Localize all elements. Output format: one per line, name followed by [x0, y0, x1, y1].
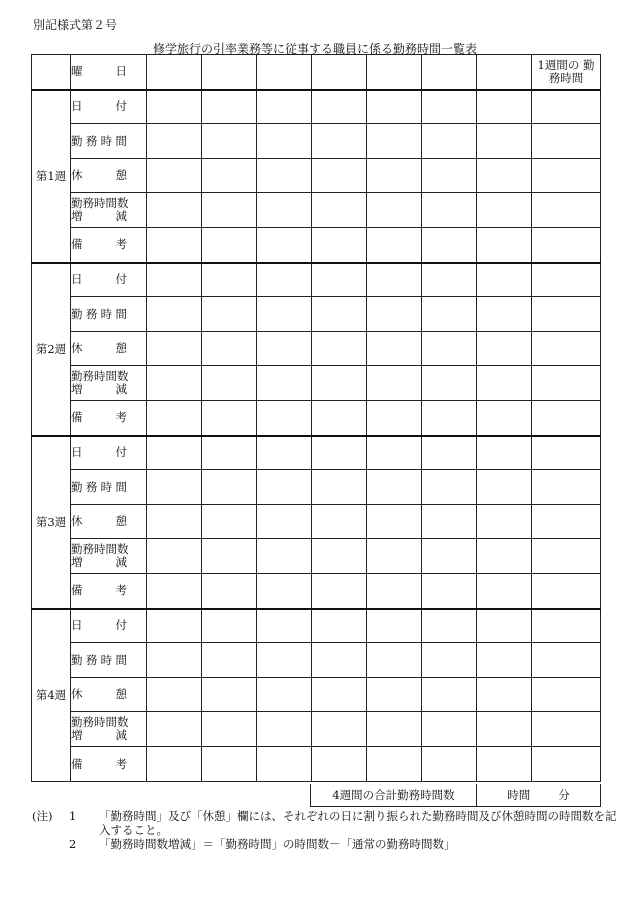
entry-cell[interactable] — [367, 297, 422, 332]
entry-cell[interactable] — [312, 297, 367, 332]
entry-cell[interactable] — [477, 609, 532, 643]
char: 減 — [115, 728, 127, 742]
entry-cell[interactable] — [367, 436, 422, 470]
entry-cell[interactable] — [257, 643, 312, 678]
entry-cell[interactable] — [202, 366, 257, 401]
entry-cell[interactable] — [202, 193, 257, 228]
week-total-cell[interactable] — [532, 193, 601, 228]
note-number: 1 — [69, 809, 77, 823]
week-row — [32, 297, 601, 332]
adjust-line1: 勤務時間数 — [71, 542, 129, 556]
char: 付 — [115, 99, 127, 114]
week-label: 第4週 — [32, 609, 71, 782]
entry-cell[interactable] — [257, 505, 312, 539]
entry-cell[interactable] — [312, 712, 367, 747]
entry-cell[interactable] — [202, 574, 257, 609]
char: 休 — [71, 341, 83, 355]
entry-cell[interactable] — [422, 643, 477, 678]
row-label-adjust — [71, 193, 147, 228]
char: 日 — [71, 618, 83, 633]
row-label-work-hours — [71, 124, 147, 159]
char: 時 — [100, 306, 113, 321]
week-label: 第3週 — [32, 436, 71, 609]
row-label-date — [71, 90, 147, 124]
entry-cell[interactable] — [257, 332, 312, 366]
row-label-date — [71, 436, 147, 470]
entry-cell[interactable] — [367, 470, 422, 505]
row-label-work-hours — [71, 297, 147, 332]
entry-cell[interactable] — [312, 609, 367, 643]
entry-cell[interactable] — [367, 747, 422, 782]
entry-cell[interactable] — [202, 124, 257, 159]
entry-cell[interactable] — [312, 643, 367, 678]
entry-cell[interactable] — [202, 747, 257, 782]
entry-cell[interactable] — [477, 470, 532, 505]
week-row — [32, 505, 601, 539]
entry-cell[interactable] — [312, 124, 367, 159]
entry-cell[interactable] — [422, 574, 477, 609]
entry-cell[interactable] — [422, 263, 477, 297]
row-label-work-hours — [71, 643, 147, 678]
entry-cell[interactable] — [422, 193, 477, 228]
day-cell[interactable] — [477, 55, 532, 90]
entry-cell[interactable] — [147, 436, 202, 470]
row-label-remarks — [71, 574, 147, 609]
week-total-cell[interactable] — [532, 712, 601, 747]
week-row — [32, 678, 601, 712]
entry-cell[interactable] — [147, 297, 202, 332]
entry-cell[interactable] — [257, 712, 312, 747]
page-title: 修学旅行の引率業務等に従事する職員に係る勤務時間一覧表 — [152, 42, 477, 56]
char: 日 — [71, 99, 83, 114]
char: 勤 — [71, 306, 83, 321]
week-row — [32, 747, 601, 782]
row-label-adjust — [71, 539, 147, 574]
entry-cell[interactable] — [257, 747, 312, 782]
char: 減 — [115, 209, 127, 223]
entry-cell[interactable] — [477, 505, 532, 539]
entry-cell[interactable] — [422, 436, 477, 470]
entry-cell[interactable] — [257, 90, 312, 124]
total-value[interactable] — [477, 784, 600, 806]
row-label-adjust — [71, 712, 147, 747]
entry-cell[interactable] — [257, 470, 312, 505]
entry-cell[interactable] — [477, 401, 532, 436]
entry-cell[interactable] — [367, 263, 422, 297]
row-label-work-hours — [71, 470, 147, 505]
entry-cell[interactable] — [202, 539, 257, 574]
week-total-cell[interactable] — [532, 124, 601, 159]
week-row — [32, 436, 601, 470]
entry-cell[interactable] — [312, 263, 367, 297]
youbi-char: 日 — [115, 64, 127, 79]
entry-cell[interactable] — [147, 159, 202, 193]
entry-cell[interactable] — [312, 574, 367, 609]
entry-cell[interactable] — [202, 297, 257, 332]
entry-cell[interactable] — [477, 263, 532, 297]
entry-cell[interactable] — [257, 366, 312, 401]
schedule-table — [31, 54, 601, 782]
week-total-cell[interactable] — [532, 297, 601, 332]
entry-cell[interactable] — [367, 609, 422, 643]
notes-mark: (注) — [32, 809, 53, 823]
week-total-cell[interactable] — [532, 332, 601, 366]
entry-cell[interactable] — [312, 193, 367, 228]
char: 減 — [115, 382, 127, 396]
total-label: 4週間の合計勤務時間数 — [311, 784, 477, 806]
entry-cell[interactable] — [202, 609, 257, 643]
entry-cell[interactable] — [367, 90, 422, 124]
entry-cell[interactable] — [147, 470, 202, 505]
week-row — [32, 609, 601, 643]
entry-cell[interactable] — [367, 124, 422, 159]
entry-cell[interactable] — [422, 609, 477, 643]
entry-cell[interactable] — [312, 470, 367, 505]
row-label-remarks — [71, 747, 147, 782]
week-row — [32, 643, 601, 678]
entry-cell[interactable] — [202, 228, 257, 263]
entry-cell[interactable] — [147, 712, 202, 747]
char: 務 — [85, 133, 98, 148]
week-label: 第2週 — [32, 263, 71, 436]
week-total-cell[interactable] — [532, 90, 601, 124]
week-label: 第1週 — [32, 90, 71, 263]
entry-cell[interactable] — [147, 366, 202, 401]
char: 増 — [71, 209, 83, 223]
char: 付 — [115, 272, 127, 287]
youbi-char: 曜 — [71, 64, 83, 79]
char: 備 — [71, 237, 83, 252]
notes — [32, 809, 627, 851]
week-row — [32, 712, 601, 747]
row-label-rest — [71, 678, 147, 712]
char: 間 — [115, 479, 127, 494]
note-text: 「勤務時間」及び「休憩」欄には、それぞれの日に割り振られた勤務時間及び休憩時間の時間数を記入すること。 — [99, 809, 617, 837]
week-total-cell[interactable] — [532, 159, 601, 193]
entry-cell[interactable] — [312, 539, 367, 574]
entry-cell[interactable] — [147, 90, 202, 124]
entry-cell[interactable] — [477, 712, 532, 747]
entry-cell[interactable] — [312, 747, 367, 782]
entry-cell[interactable] — [147, 678, 202, 712]
entry-cell[interactable] — [147, 574, 202, 609]
char: 時 — [100, 652, 113, 667]
entry-cell[interactable] — [367, 643, 422, 678]
char: 休 — [71, 687, 83, 701]
entry-cell[interactable] — [147, 609, 202, 643]
entry-cell[interactable] — [312, 332, 367, 366]
entry-cell[interactable] — [257, 539, 312, 574]
char: 勤 — [71, 133, 83, 148]
day-cell[interactable] — [312, 55, 367, 90]
form-id: 別記様式第２号 — [33, 18, 118, 32]
entry-cell[interactable] — [312, 678, 367, 712]
week-total-cell[interactable] — [532, 366, 601, 401]
note-number: 2 — [69, 837, 77, 851]
char: 日 — [71, 272, 83, 287]
entry-cell[interactable] — [147, 747, 202, 782]
char: 時 — [100, 479, 113, 494]
char: 考 — [115, 410, 127, 425]
row-label-rest — [71, 505, 147, 539]
entry-cell[interactable] — [257, 609, 312, 643]
entry-cell[interactable] — [477, 366, 532, 401]
day-cell[interactable] — [202, 55, 257, 90]
corner-cell — [32, 55, 71, 90]
entry-cell[interactable] — [367, 401, 422, 436]
adjust-line1: 勤務時間数 — [71, 715, 129, 729]
entry-cell[interactable] — [477, 539, 532, 574]
char: 間 — [115, 306, 127, 321]
entry-cell[interactable] — [257, 297, 312, 332]
entry-cell[interactable] — [422, 297, 477, 332]
entry-cell[interactable] — [202, 401, 257, 436]
char: 休 — [71, 514, 83, 528]
week-total-cell[interactable] — [532, 401, 601, 436]
entry-cell[interactable] — [257, 574, 312, 609]
char: 間 — [115, 133, 127, 148]
entry-cell[interactable] — [422, 90, 477, 124]
day-cell[interactable] — [257, 55, 312, 90]
adjust-line1: 勤務時間数 — [71, 196, 129, 210]
week-total-cell[interactable] — [532, 539, 601, 574]
entry-cell[interactable] — [202, 643, 257, 678]
entry-cell[interactable] — [422, 332, 477, 366]
week-row — [32, 539, 601, 574]
char: 務 — [85, 306, 98, 321]
entry-cell[interactable] — [422, 747, 477, 782]
entry-cell[interactable] — [477, 124, 532, 159]
char: 務 — [85, 479, 98, 494]
entry-cell[interactable] — [147, 228, 202, 263]
week-total-cell[interactable] — [532, 505, 601, 539]
entry-cell[interactable] — [422, 505, 477, 539]
week-total-cell[interactable] — [532, 643, 601, 678]
entry-cell[interactable] — [312, 401, 367, 436]
char: 務 — [85, 652, 98, 667]
entry-cell[interactable] — [477, 193, 532, 228]
row-label-rest — [71, 159, 147, 193]
week-row — [32, 263, 601, 297]
entry-cell[interactable] — [367, 193, 422, 228]
entry-cell[interactable] — [257, 193, 312, 228]
char: 考 — [115, 237, 127, 252]
entry-cell[interactable] — [147, 193, 202, 228]
week-row — [32, 193, 601, 228]
char: 考 — [115, 583, 127, 598]
entry-cell[interactable] — [477, 332, 532, 366]
day-cell[interactable] — [147, 55, 202, 90]
week-row — [32, 470, 601, 505]
entry-cell[interactable] — [202, 470, 257, 505]
entry-cell[interactable] — [367, 539, 422, 574]
entry-cell[interactable] — [257, 263, 312, 297]
youbi-header — [71, 55, 147, 90]
week-row — [32, 228, 601, 263]
entry-cell[interactable] — [477, 643, 532, 678]
char: 時 — [100, 133, 113, 148]
char: 付 — [115, 618, 127, 633]
entry-cell[interactable] — [422, 470, 477, 505]
entry-cell[interactable] — [312, 505, 367, 539]
week-row — [32, 90, 601, 124]
entry-cell[interactable] — [147, 124, 202, 159]
entry-cell[interactable] — [312, 159, 367, 193]
entry-cell[interactable] — [147, 401, 202, 436]
entry-cell[interactable] — [202, 159, 257, 193]
week-total-cell[interactable] — [532, 470, 601, 505]
entry-cell[interactable] — [367, 159, 422, 193]
char: 間 — [115, 652, 127, 667]
adjust-line1: 勤務時間数 — [71, 369, 129, 383]
entry-cell[interactable] — [422, 539, 477, 574]
week-row — [32, 574, 601, 609]
entry-cell[interactable] — [367, 574, 422, 609]
entry-cell[interactable] — [202, 332, 257, 366]
week-row — [32, 401, 601, 436]
entry-cell[interactable] — [367, 332, 422, 366]
entry-cell[interactable] — [202, 436, 257, 470]
char: 憩 — [115, 514, 127, 528]
char: 勤 — [71, 652, 83, 667]
char: 憩 — [115, 687, 127, 701]
char: 増 — [71, 382, 83, 396]
week-total-cell[interactable] — [532, 609, 601, 643]
week-row — [32, 124, 601, 159]
row-label-adjust — [71, 366, 147, 401]
char: 増 — [71, 555, 83, 569]
char: 備 — [71, 756, 83, 771]
entry-cell[interactable] — [422, 401, 477, 436]
row-label-remarks — [71, 228, 147, 263]
day-cell[interactable] — [367, 55, 422, 90]
entry-cell[interactable] — [477, 297, 532, 332]
entry-cell[interactable] — [477, 678, 532, 712]
entry-cell[interactable] — [312, 436, 367, 470]
entry-cell[interactable] — [257, 159, 312, 193]
entry-cell[interactable] — [202, 712, 257, 747]
entry-cell[interactable] — [422, 228, 477, 263]
week-total-header: 1週間の 勤務時間 — [532, 55, 601, 90]
entry-cell[interactable] — [422, 159, 477, 193]
char: 減 — [115, 555, 127, 569]
entry-cell[interactable] — [477, 436, 532, 470]
four-week-total — [310, 784, 601, 807]
hours-unit: 時間 — [507, 788, 531, 802]
char: 備 — [71, 583, 83, 598]
entry-cell[interactable] — [367, 678, 422, 712]
week-total-cell[interactable] — [532, 747, 601, 782]
week-row — [32, 159, 601, 193]
header-row — [32, 55, 601, 90]
char: 考 — [115, 756, 127, 771]
row-label-remarks — [71, 401, 147, 436]
entry-cell[interactable] — [147, 505, 202, 539]
week-total-cell[interactable] — [532, 678, 601, 712]
entry-cell[interactable] — [202, 90, 257, 124]
entry-cell[interactable] — [477, 228, 532, 263]
week-total-cell[interactable] — [532, 574, 601, 609]
char: 憩 — [115, 168, 127, 182]
week-row — [32, 366, 601, 401]
entry-cell[interactable] — [147, 332, 202, 366]
entry-cell[interactable] — [147, 263, 202, 297]
entry-cell[interactable] — [422, 712, 477, 747]
entry-cell[interactable] — [367, 366, 422, 401]
entry-cell[interactable] — [257, 678, 312, 712]
week-total-cell[interactable] — [532, 436, 601, 470]
day-cell[interactable] — [422, 55, 477, 90]
entry-cell[interactable] — [477, 159, 532, 193]
entry-cell[interactable] — [202, 263, 257, 297]
entry-cell[interactable] — [312, 90, 367, 124]
entry-cell[interactable] — [367, 505, 422, 539]
entry-cell[interactable] — [312, 228, 367, 263]
entry-cell[interactable] — [147, 643, 202, 678]
entry-cell[interactable] — [477, 747, 532, 782]
week-total-cell[interactable] — [532, 263, 601, 297]
entry-cell[interactable] — [257, 228, 312, 263]
entry-cell[interactable] — [257, 401, 312, 436]
row-label-date — [71, 263, 147, 297]
week-total-cell[interactable] — [532, 228, 601, 263]
char: 休 — [71, 168, 83, 182]
week-row — [32, 332, 601, 366]
entry-cell[interactable] — [202, 678, 257, 712]
entry-cell[interactable] — [312, 366, 367, 401]
entry-cell[interactable] — [477, 90, 532, 124]
row-label-rest — [71, 332, 147, 366]
row-label-date — [71, 609, 147, 643]
entry-cell[interactable] — [477, 574, 532, 609]
entry-cell[interactable] — [257, 436, 312, 470]
minutes-unit: 分 — [558, 788, 570, 802]
entry-cell[interactable] — [257, 124, 312, 159]
char: 増 — [71, 728, 83, 742]
entry-cell[interactable] — [422, 678, 477, 712]
char: 日 — [71, 445, 83, 460]
entry-cell[interactable] — [367, 228, 422, 263]
char: 付 — [115, 445, 127, 460]
entry-cell[interactable] — [147, 539, 202, 574]
char: 勤 — [71, 479, 83, 494]
char: 備 — [71, 410, 83, 425]
entry-cell[interactable] — [422, 366, 477, 401]
char: 憩 — [115, 341, 127, 355]
entry-cell[interactable] — [202, 505, 257, 539]
entry-cell[interactable] — [367, 712, 422, 747]
note-text: 「勤務時間数増減」＝「勤務時間」の時間数－「通常の勤務時間数」 — [99, 837, 456, 851]
entry-cell[interactable] — [422, 124, 477, 159]
